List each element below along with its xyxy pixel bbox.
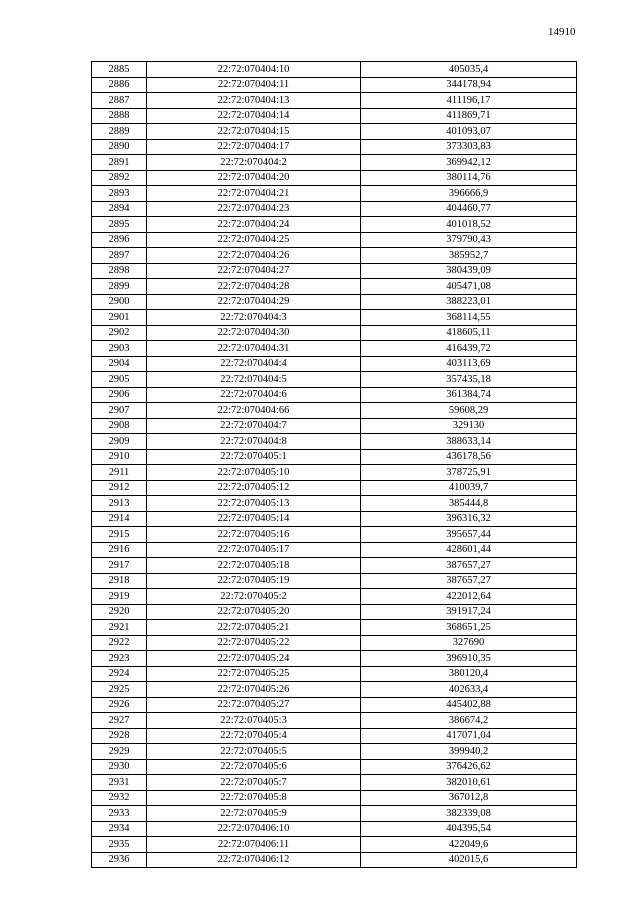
value-cell: 386674,2 (361, 713, 577, 729)
table-row (92, 790, 577, 806)
row-number-cell: 2899 (92, 279, 147, 295)
value-cell: 445402,88 (361, 697, 577, 713)
row-number-cell: 2908 (92, 418, 147, 434)
value-cell: 396666,9 (361, 186, 577, 202)
table-row (92, 527, 577, 543)
value-cell: 385952,7 (361, 248, 577, 264)
value-cell: 368651,25 (361, 620, 577, 636)
table-row (92, 325, 577, 341)
row-number-cell: 2912 (92, 480, 147, 496)
row-number-cell: 2906 (92, 387, 147, 403)
table-row (92, 186, 577, 202)
row-number-cell: 2921 (92, 620, 147, 636)
cadastral-number-cell: 22:72:070404:30 (147, 325, 361, 341)
cadastral-number-cell: 22:72:070404:11 (147, 77, 361, 93)
table-row (92, 387, 577, 403)
row-number-cell: 2886 (92, 77, 147, 93)
row-number-cell: 2887 (92, 93, 147, 109)
value-cell: 411869,71 (361, 108, 577, 124)
row-number-cell: 2917 (92, 558, 147, 574)
cadastral-number-cell: 22:72:070404:13 (147, 93, 361, 109)
table-row (92, 139, 577, 155)
value-cell: 385444,8 (361, 496, 577, 512)
value-cell: 378725,91 (361, 465, 577, 481)
cadastral-number-cell: 22:72:070404:23 (147, 201, 361, 217)
table-row (92, 170, 577, 186)
row-number-cell: 2933 (92, 806, 147, 822)
table-row (92, 496, 577, 512)
table-row (92, 356, 577, 372)
value-cell: 403113,69 (361, 356, 577, 372)
row-number-cell: 2932 (92, 790, 147, 806)
cadastral-number-cell: 22:72:070405:26 (147, 682, 361, 698)
row-number-cell: 2910 (92, 449, 147, 465)
value-cell: 404460,77 (361, 201, 577, 217)
value-cell: 404395,54 (361, 821, 577, 837)
value-cell: 391917,24 (361, 604, 577, 620)
cadastral-number-cell: 22:72:070404:25 (147, 232, 361, 248)
cadastral-number-cell: 22:72:070406:10 (147, 821, 361, 837)
table-row (92, 279, 577, 295)
cadastral-number-cell: 22:72:070404:27 (147, 263, 361, 279)
table-row (92, 341, 577, 357)
value-cell: 402015,6 (361, 852, 577, 868)
value-cell: 380114,76 (361, 170, 577, 186)
row-number-cell: 2913 (92, 496, 147, 512)
cadastral-number-cell: 22:72:070405:20 (147, 604, 361, 620)
value-cell: 396910,35 (361, 651, 577, 667)
table-row (92, 558, 577, 574)
value-cell: 382339,08 (361, 806, 577, 822)
table-row (92, 449, 577, 465)
row-number-cell: 2909 (92, 434, 147, 450)
cadastral-number-cell: 22:72:070405:22 (147, 635, 361, 651)
row-number-cell: 2890 (92, 139, 147, 155)
value-cell: 327690 (361, 635, 577, 651)
value-cell: 396316,32 (361, 511, 577, 527)
cadastral-number-cell: 22:72:070404:66 (147, 403, 361, 419)
cadastral-number-cell: 22:72:070404:5 (147, 372, 361, 388)
value-cell: 405035,4 (361, 62, 577, 78)
table-row (92, 248, 577, 264)
table-row (92, 821, 577, 837)
value-cell: 387657,27 (361, 573, 577, 589)
page-number: 14910 (548, 26, 576, 38)
row-number-cell: 2885 (92, 62, 147, 78)
table-row (92, 480, 577, 496)
cadastral-number-cell: 22:72:070405:6 (147, 759, 361, 775)
cadastral-number-cell: 22:72:070404:8 (147, 434, 361, 450)
value-cell: 401018,52 (361, 217, 577, 233)
table-row (92, 744, 577, 760)
table-row (92, 713, 577, 729)
row-number-cell: 2889 (92, 124, 147, 140)
row-number-cell: 2888 (92, 108, 147, 124)
value-cell: 422012,64 (361, 589, 577, 605)
cadastral-number-cell: 22:72:070404:31 (147, 341, 361, 357)
value-cell: 382010,61 (361, 775, 577, 791)
value-cell: 367012,8 (361, 790, 577, 806)
cadastral-number-cell: 22:72:070405:18 (147, 558, 361, 574)
cadastral-number-cell: 22:72:070404:28 (147, 279, 361, 295)
row-number-cell: 2895 (92, 217, 147, 233)
table-row (92, 589, 577, 605)
value-cell: 416439,72 (361, 341, 577, 357)
row-number-cell: 2931 (92, 775, 147, 791)
value-cell: 436178,56 (361, 449, 577, 465)
cadastral-number-cell: 22:72:070404:10 (147, 62, 361, 78)
cadastral-value-table (91, 61, 577, 868)
table-body (92, 62, 577, 868)
row-number-cell: 2924 (92, 666, 147, 682)
cadastral-number-cell: 22:72:070405:3 (147, 713, 361, 729)
row-number-cell: 2920 (92, 604, 147, 620)
value-cell: 405471,08 (361, 279, 577, 295)
row-number-cell: 2934 (92, 821, 147, 837)
row-number-cell: 2930 (92, 759, 147, 775)
table-row (92, 155, 577, 171)
table-row (92, 372, 577, 388)
cadastral-number-cell: 22:72:070404:15 (147, 124, 361, 140)
cadastral-number-cell: 22:72:070404:26 (147, 248, 361, 264)
row-number-cell: 2894 (92, 201, 147, 217)
cadastral-number-cell: 22:72:070404:21 (147, 186, 361, 202)
cadastral-number-cell: 22:72:070405:24 (147, 651, 361, 667)
row-number-cell: 2896 (92, 232, 147, 248)
cadastral-number-cell: 22:72:070405:16 (147, 527, 361, 543)
table-row (92, 93, 577, 109)
row-number-cell: 2919 (92, 589, 147, 605)
table-row (92, 418, 577, 434)
cadastral-number-cell: 22:72:070404:3 (147, 310, 361, 326)
cadastral-number-cell: 22:72:070405:8 (147, 790, 361, 806)
table-row (92, 263, 577, 279)
value-cell: 59608,29 (361, 403, 577, 419)
row-number-cell: 2891 (92, 155, 147, 171)
table-row (92, 604, 577, 620)
cadastral-number-cell: 22:72:070406:12 (147, 852, 361, 868)
row-number-cell: 2905 (92, 372, 147, 388)
row-number-cell: 2918 (92, 573, 147, 589)
row-number-cell: 2904 (92, 356, 147, 372)
table-row (92, 806, 577, 822)
cadastral-number-cell: 22:72:070405:9 (147, 806, 361, 822)
row-number-cell: 2929 (92, 744, 147, 760)
cadastral-number-cell: 22:72:070405:12 (147, 480, 361, 496)
table-row (92, 310, 577, 326)
table-row (92, 759, 577, 775)
table-row (92, 294, 577, 310)
cadastral-number-cell: 22:72:070404:14 (147, 108, 361, 124)
row-number-cell: 2893 (92, 186, 147, 202)
value-cell: 380120,4 (361, 666, 577, 682)
cadastral-number-cell: 22:72:070405:5 (147, 744, 361, 760)
cadastral-number-cell: 22:72:070405:14 (147, 511, 361, 527)
value-cell: 402633,4 (361, 682, 577, 698)
cadastral-number-cell: 22:72:070404:7 (147, 418, 361, 434)
value-cell: 380439,09 (361, 263, 577, 279)
cadastral-number-cell: 22:72:070405:19 (147, 573, 361, 589)
cadastral-number-cell: 22:72:070404:29 (147, 294, 361, 310)
cadastral-number-cell: 22:72:070406:11 (147, 837, 361, 853)
cadastral-number-cell: 22:72:070405:17 (147, 542, 361, 558)
cadastral-number-cell: 22:72:070405:25 (147, 666, 361, 682)
value-cell: 373303,83 (361, 139, 577, 155)
row-number-cell: 2935 (92, 837, 147, 853)
cadastral-number-cell: 22:72:070405:27 (147, 697, 361, 713)
row-number-cell: 2903 (92, 341, 147, 357)
value-cell: 428601,44 (361, 542, 577, 558)
value-cell: 422049,6 (361, 837, 577, 853)
cadastral-number-cell: 22:72:070404:2 (147, 155, 361, 171)
value-cell: 344178,94 (361, 77, 577, 93)
value-cell: 417071,04 (361, 728, 577, 744)
table-row (92, 728, 577, 744)
row-number-cell: 2922 (92, 635, 147, 651)
row-number-cell: 2907 (92, 403, 147, 419)
value-cell: 411196,17 (361, 93, 577, 109)
value-cell: 388633,14 (361, 434, 577, 450)
row-number-cell: 2915 (92, 527, 147, 543)
table-row (92, 651, 577, 667)
cadastral-number-cell: 22:72:070405:10 (147, 465, 361, 481)
table-row (92, 620, 577, 636)
value-cell: 368114,55 (361, 310, 577, 326)
table-row (92, 465, 577, 481)
table-row (92, 697, 577, 713)
cadastral-number-cell: 22:72:070404:24 (147, 217, 361, 233)
value-cell: 387657,27 (361, 558, 577, 574)
value-cell: 357435,18 (361, 372, 577, 388)
value-cell: 395657,44 (361, 527, 577, 543)
table-row (92, 124, 577, 140)
cadastral-number-cell: 22:72:070404:6 (147, 387, 361, 403)
row-number-cell: 2923 (92, 651, 147, 667)
cadastral-number-cell: 22:72:070404:17 (147, 139, 361, 155)
table-row (92, 852, 577, 868)
row-number-cell: 2900 (92, 294, 147, 310)
value-cell: 399940,2 (361, 744, 577, 760)
value-cell: 388223,01 (361, 294, 577, 310)
table-row (92, 542, 577, 558)
table-row (92, 666, 577, 682)
value-cell: 369942,12 (361, 155, 577, 171)
table-row (92, 232, 577, 248)
table-row (92, 573, 577, 589)
table-row (92, 775, 577, 791)
table-row (92, 217, 577, 233)
table-row (92, 511, 577, 527)
row-number-cell: 2927 (92, 713, 147, 729)
table-row (92, 635, 577, 651)
cadastral-number-cell: 22:72:070404:20 (147, 170, 361, 186)
row-number-cell: 2892 (92, 170, 147, 186)
row-number-cell: 2898 (92, 263, 147, 279)
row-number-cell: 2928 (92, 728, 147, 744)
table-row (92, 108, 577, 124)
table-row (92, 403, 577, 419)
table-row (92, 62, 577, 78)
value-cell: 329130 (361, 418, 577, 434)
cadastral-number-cell: 22:72:070405:13 (147, 496, 361, 512)
row-number-cell: 2914 (92, 511, 147, 527)
cadastral-number-cell: 22:72:070404:4 (147, 356, 361, 372)
value-cell: 361384,74 (361, 387, 577, 403)
value-cell: 410039,7 (361, 480, 577, 496)
table-row (92, 682, 577, 698)
value-cell: 379790,43 (361, 232, 577, 248)
value-cell: 401093,07 (361, 124, 577, 140)
value-cell: 376426,62 (361, 759, 577, 775)
value-cell: 418605,11 (361, 325, 577, 341)
table-row (92, 837, 577, 853)
cadastral-number-cell: 22:72:070405:1 (147, 449, 361, 465)
row-number-cell: 2925 (92, 682, 147, 698)
table-row (92, 201, 577, 217)
cadastral-number-cell: 22:72:070405:7 (147, 775, 361, 791)
row-number-cell: 2926 (92, 697, 147, 713)
row-number-cell: 2902 (92, 325, 147, 341)
cadastral-number-cell: 22:72:070405:21 (147, 620, 361, 636)
cadastral-number-cell: 22:72:070405:4 (147, 728, 361, 744)
table-row (92, 434, 577, 450)
row-number-cell: 2901 (92, 310, 147, 326)
row-number-cell: 2936 (92, 852, 147, 868)
row-number-cell: 2897 (92, 248, 147, 264)
row-number-cell: 2916 (92, 542, 147, 558)
cadastral-number-cell: 22:72:070405:2 (147, 589, 361, 605)
table-row (92, 77, 577, 93)
row-number-cell: 2911 (92, 465, 147, 481)
